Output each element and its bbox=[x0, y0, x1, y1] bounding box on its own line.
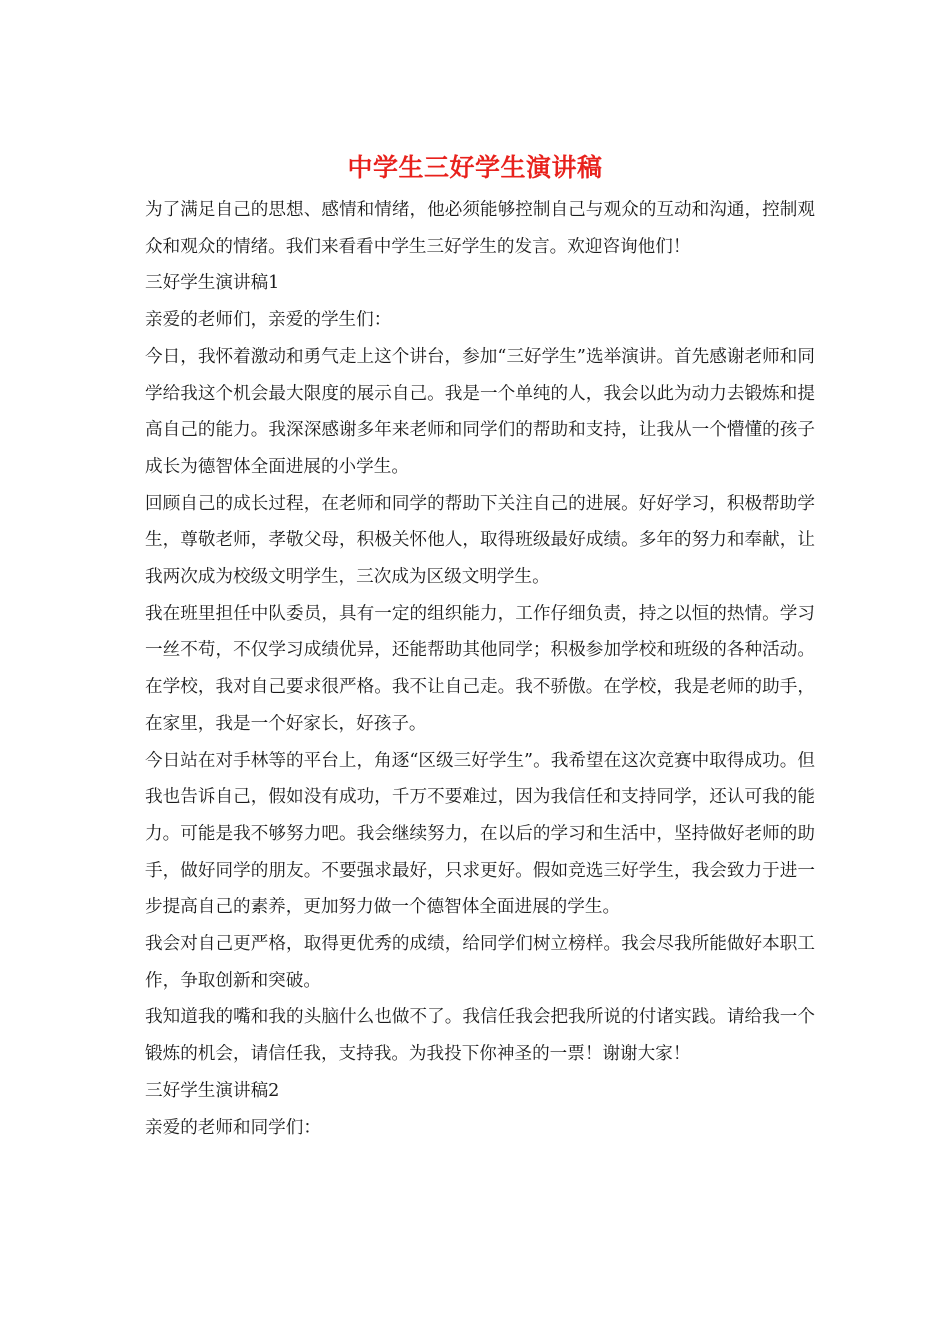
section-heading-1: 三好学生演讲稿1 bbox=[145, 273, 280, 294]
paragraph: 我会对自己更严格，取得更优秀的成绩，给同学们树立榜样。我会尽我所能做好本职工作，争取创新和突破。 bbox=[145, 934, 815, 991]
document-title: 中学生三好学生演讲稿 bbox=[347, 153, 603, 182]
paragraph: 我知道我的嘴和我的头脑什么也做不了。我信任我会把我所说的付诸实践。请给我一个锻炼的机会，请信任我，支持我。为我投下你神圣的一票！谢谢大家！ bbox=[145, 1007, 815, 1065]
section-heading-2: 三好学生演讲稿2 bbox=[145, 1080, 280, 1101]
paragraph-intro: 为了满足自己的思想、感情和情绪，他必须能够控制自己与观众的互动和沟通，控制观众和观众的情绪。我们来看看中学生三好学生的发言。欢迎咨询他们！ bbox=[145, 200, 815, 257]
paragraph: 回顾自己的成长过程，在老师和同学的帮助下关注自己的进展。好好学习，积极帮助学生，尊敬老师，孝敬父母，积极关怀他人，取得班级最好成绩。多年的努力和奉献，让我两次成为校级文明学生，三次成为区级文明学生。 bbox=[145, 493, 815, 588]
salutation-2: 亲爱的老师和同学们： bbox=[145, 1117, 321, 1138]
paragraph: 今日，我怀着激动和勇气走上这个讲台，参加“三好学生”选举演讲。首先感谢老师和同学给我这个机会最大限度的展示自己。我是一个单纯的人，我会以此为动力去锻炼和提高自己的能力。我深深感谢多年来老师和同学们的帮助和支持，让我从一个懵懂的孩子成长为德智体全面进展的小学生。 bbox=[145, 346, 815, 477]
document-body bbox=[145, 192, 815, 1146]
paragraph: 我在班里担任中队委员，具有一定的组织能力，工作仔细负责，持之以恒的热情。学习一丝不苟，不仅学习成绩优异，还能帮助其他同学；积极参加学校和班级的各种活动。在学校，我对自己要求很严格。我不让自己走。我不骄傲。在学校，我是老师的助手，在家里，我是一个好家长，好孩子。 bbox=[145, 603, 815, 734]
paragraph: 今日站在对手林等的平台上，角逐“区级三好学生”。我希望在这次竞赛中取得成功。但我也告诉自己，假如没有成功，千万不要难过，因为我信任和支持同学，还认可我的能力。可能是我不够努力吧。我会继续努力，在以后的学习和生活中，坚持做好老师的助手，做好同学的朋友。不要强求最好，只求更好。假如竞选三好学生，我会致力于进一步提高自己的素养，更加努力做一个德智体全面进展的学生。 bbox=[145, 750, 815, 918]
salutation-1: 亲爱的老师们，亲爱的学生们： bbox=[145, 310, 392, 331]
